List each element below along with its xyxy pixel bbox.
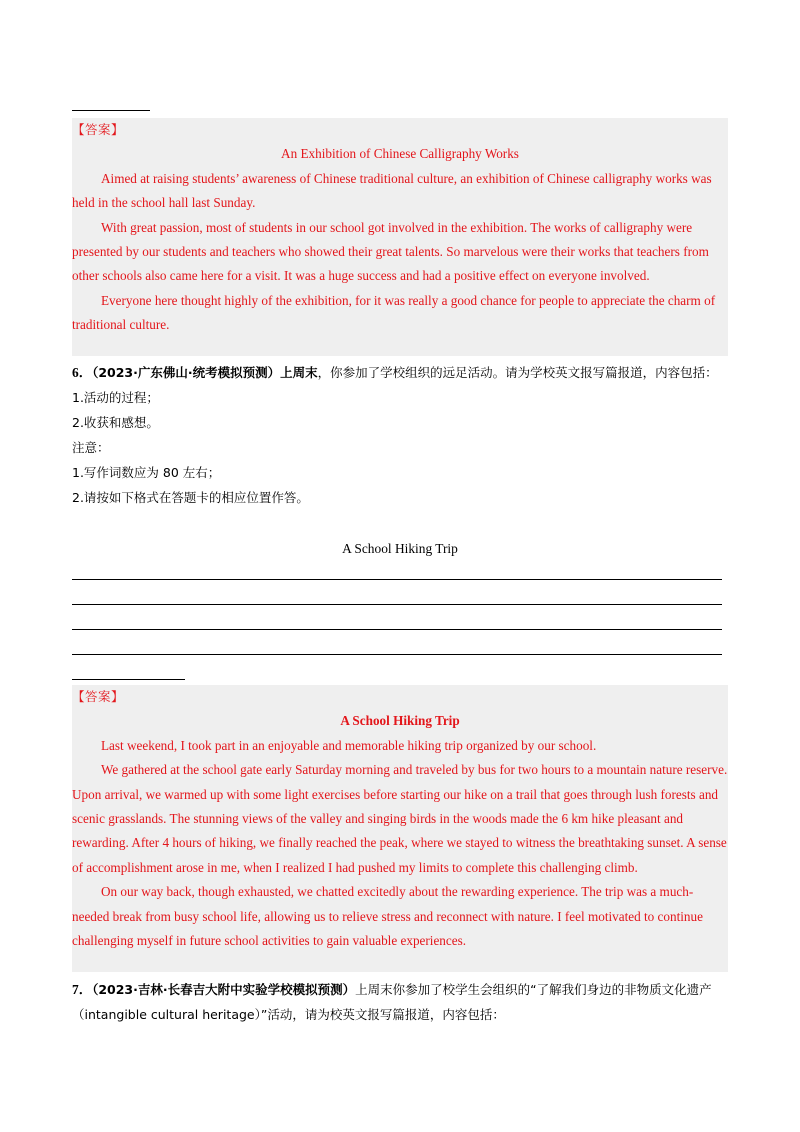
question-lead: 上周末 (280, 365, 318, 380)
answer-paragraph: On our way back, though exhausted, we chatted excitedly about the rewarding experience. The trip was a much-needed break from busy school life, allowing us to relieve stress and reconnect with nature. I feel motivated to continue challenging myself in future school activities to gain valuable experiences. (72, 884, 703, 949)
question-6 (72, 360, 728, 510)
answer-box-2 (72, 685, 728, 972)
answer-paragraph: We gathered at the school gate early Saturday morning and traveled by bus for two hours to a mountain nature reserve. Upon arrival, we warmed up with some light exercises before starting our hike on a trail that goes through lush forests and scenic grasslands. The stunning views of the valley and singing birds in the woods made the 6 km hike pleasant and rewarding. After 4 hours of hiking, we finally reached the peak, where we stayed to witness the breathtaking sunset. A sense of accomplishment arose in me, when I realized I had pushed my limits to complete this challenging climb. (72, 762, 728, 875)
note-item: 2.请按如下格式在答题卡的相应位置作答。 (72, 490, 309, 505)
question-prompt: 上周末你参加了校学生会组织的“了解我们身边的非物质文化遗产（intangible cultural heritage）”活动，请为校英文报写篇报道，内容包括： (72, 982, 712, 1022)
answer-line (72, 579, 722, 580)
answer-label: 【答案】 (72, 122, 125, 137)
note-label: 注意： (72, 440, 110, 455)
answer-paragraph: With great passion, most of students in our school got involved in the exhibition. The works of calligraphy were presented by our students and teachers who showed their great talents. So marvelous were their works that teachers from other schools also came here for a visit. It was a huge success and had a positive effect on everyone involved. (72, 219, 709, 284)
content-item: 1.活动的过程； (72, 390, 159, 405)
question-source: （2023·广东佛山·统考模拟预测） (92, 365, 281, 380)
question-number: 7． (72, 982, 93, 997)
note-item: 1.写作词数应为 80 左右； (72, 465, 221, 480)
answer-paragraph: Last weekend, I took part in an enjoyable and memorable hiking trip organized by our school. (101, 737, 597, 753)
separator-rule (72, 679, 185, 680)
answer-paragraph: Aimed at raising students’ awareness of Chinese traditional culture, an exhibition of Chinese calligraphy works was held in the school hall last Sunday. (72, 170, 712, 211)
answer-title: An Exhibition of Chinese Calligraphy Works (281, 146, 519, 162)
separator-rule (72, 110, 150, 111)
question-7 (72, 977, 728, 1027)
answer-box-1 (72, 118, 728, 356)
answer-line (72, 629, 722, 630)
question-number: 6． (72, 365, 93, 380)
answer-paragraph: Everyone here thought highly of the exhibition, for it was really a good chance for people to appreciate the charm of traditional culture. (72, 292, 716, 333)
answer-line (72, 654, 722, 655)
answer-line (72, 604, 722, 605)
essay-title: A School Hiking Trip (342, 541, 458, 556)
question-prompt: ，你参加了学校组织的远足活动。请为学校英文报写篇报道，内容包括： (317, 365, 718, 380)
answer-label: 【答案】 (72, 689, 125, 704)
question-source: （2023·吉林·长春吉大附中实验学校模拟预测） (92, 982, 356, 997)
answer-title: A School Hiking Trip (340, 713, 460, 729)
content-item: 2.收获和感想。 (72, 415, 159, 430)
